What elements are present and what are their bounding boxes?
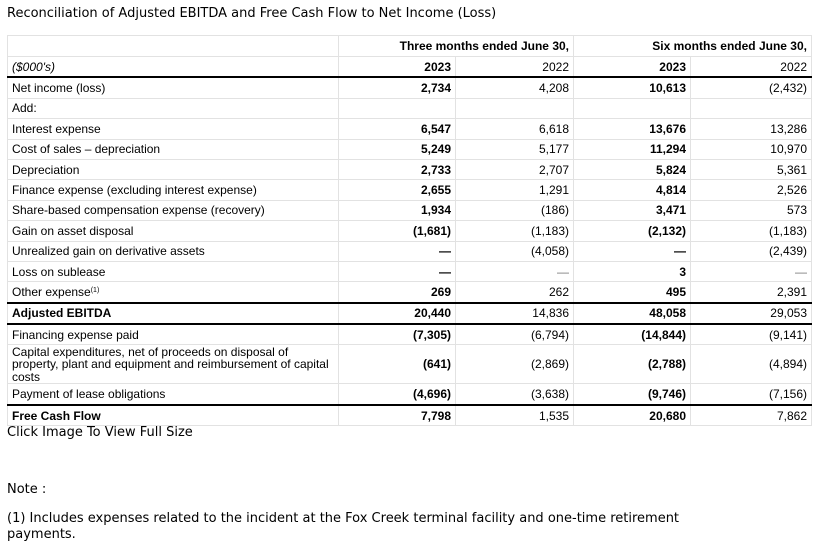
row-value: (2,788) (574, 345, 691, 384)
row-value: — (339, 261, 456, 281)
row-value: 5,824 (574, 159, 691, 179)
row-value: — (691, 261, 812, 281)
table-row (8, 200, 812, 220)
row-label: Capital expenditures, net of proceeds on disposal of property, plant and equipment and reimbursement of capital costs (8, 345, 339, 384)
row-value: 1,934 (339, 200, 456, 220)
row-value: — (574, 241, 691, 261)
table-row-adjusted-ebitda (8, 303, 812, 324)
row-value: 2,391 (691, 282, 812, 303)
row-value: (2,869) (456, 345, 574, 384)
view-full-size-link[interactable]: Click Image To View Full Size (7, 425, 193, 440)
row-value: 13,286 (691, 119, 812, 139)
row-value: (186) (456, 200, 574, 220)
row-label: Share-based compensation expense (recovery) (8, 200, 339, 220)
row-value: 29,053 (691, 303, 812, 324)
row-value: (9,746) (574, 384, 691, 405)
row-value: 2,707 (456, 159, 574, 179)
row-label: Finance expense (excluding interest expense) (8, 180, 339, 200)
row-label: Net income (loss) (8, 77, 339, 98)
row-value: — (456, 261, 574, 281)
unit-label: ($000's) (8, 57, 339, 78)
row-value: 4,208 (456, 77, 574, 98)
row-value: (2,132) (574, 221, 691, 241)
row-value: (4,894) (691, 345, 812, 384)
period-header-row (8, 36, 812, 57)
page-title: Reconciliation of Adjusted EBITDA and Free Cash Flow to Net Income (Loss) (7, 6, 497, 21)
year-header-row (8, 57, 812, 78)
year-header: 2023 (339, 57, 456, 78)
row-value: (2,432) (691, 77, 812, 98)
year-header: 2022 (456, 57, 574, 78)
row-value: (4,058) (456, 241, 574, 261)
table-row (8, 384, 812, 405)
row-value: (7,305) (339, 324, 456, 345)
footnote-text: (1) Includes expenses related to the incident at the Fox Creek terminal facility and one-time retirement payments. (7, 511, 680, 542)
row-value: 262 (456, 282, 574, 303)
row-label (8, 282, 339, 303)
row-value: 48,058 (574, 303, 691, 324)
row-value: 5,249 (339, 139, 456, 159)
row-value: 6,547 (339, 119, 456, 139)
year-header: 2023 (574, 57, 691, 78)
row-label: Adjusted EBITDA (8, 303, 339, 324)
table-row (8, 241, 812, 261)
header-blank-cell (8, 36, 339, 57)
row-label: Depreciation (8, 159, 339, 179)
row-value: (7,156) (691, 384, 812, 405)
footnote-marker: (1) (90, 286, 100, 294)
row-value: (4,696) (339, 384, 456, 405)
table-row-free-cash-flow (8, 405, 812, 426)
table-row (8, 345, 812, 384)
table-row (8, 139, 812, 159)
row-value: (14,844) (574, 324, 691, 345)
table-row (8, 221, 812, 241)
row-value (339, 98, 456, 118)
table-row (8, 180, 812, 200)
note-label: Note : (7, 482, 47, 497)
row-value: 7,798 (339, 405, 456, 426)
row-value: 20,680 (574, 405, 691, 426)
row-value (691, 98, 812, 118)
row-value: (1,183) (691, 221, 812, 241)
row-label: Add: (8, 98, 339, 118)
row-label: Gain on asset disposal (8, 221, 339, 241)
row-value: 13,676 (574, 119, 691, 139)
row-label: Interest expense (8, 119, 339, 139)
row-value: (2,439) (691, 241, 812, 261)
row-value (456, 98, 574, 118)
row-value: 14,836 (456, 303, 574, 324)
row-value: (1,183) (456, 221, 574, 241)
period-header-six-months: Six months ended June 30, (574, 36, 812, 57)
table-row (8, 324, 812, 345)
row-value: (3,638) (456, 384, 574, 405)
table-row (8, 98, 812, 118)
row-label: Cost of sales – depreciation (8, 139, 339, 159)
reconciliation-table (7, 35, 812, 426)
row-value: (6,794) (456, 324, 574, 345)
row-value: (9,141) (691, 324, 812, 345)
year-header: 2022 (691, 57, 812, 78)
row-label: Payment of lease obligations (8, 384, 339, 405)
table-row (8, 261, 812, 281)
row-value: 10,970 (691, 139, 812, 159)
row-value (574, 98, 691, 118)
row-value: 4,814 (574, 180, 691, 200)
row-value: 3,471 (574, 200, 691, 220)
row-value: 269 (339, 282, 456, 303)
row-value: 2,734 (339, 77, 456, 98)
row-value: 1,535 (456, 405, 574, 426)
row-value: 2,526 (691, 180, 812, 200)
period-header-three-months: Three months ended June 30, (339, 36, 574, 57)
row-value: (641) (339, 345, 456, 384)
row-value: 1,291 (456, 180, 574, 200)
row-label: Free Cash Flow (8, 405, 339, 426)
row-value: 3 (574, 261, 691, 281)
row-value: 10,613 (574, 77, 691, 98)
row-value: (1,681) (339, 221, 456, 241)
row-label: Loss on sublease (8, 261, 339, 281)
row-value: 7,862 (691, 405, 812, 426)
table-row (8, 282, 812, 303)
table-row (8, 77, 812, 98)
row-value: 20,440 (339, 303, 456, 324)
row-value: 5,361 (691, 159, 812, 179)
row-value: 2,655 (339, 180, 456, 200)
row-value: 573 (691, 200, 812, 220)
table-row (8, 119, 812, 139)
row-label: Unrealized gain on derivative assets (8, 241, 339, 261)
row-label-text: Other expense (12, 284, 91, 299)
row-value: 11,294 (574, 139, 691, 159)
row-value: 495 (574, 282, 691, 303)
row-value: — (339, 241, 456, 261)
row-label: Financing expense paid (8, 324, 339, 345)
table-row (8, 159, 812, 179)
row-value: 2,733 (339, 159, 456, 179)
row-value: 5,177 (456, 139, 574, 159)
row-value: 6,618 (456, 119, 574, 139)
reconciliation-table-image[interactable] (7, 35, 817, 426)
